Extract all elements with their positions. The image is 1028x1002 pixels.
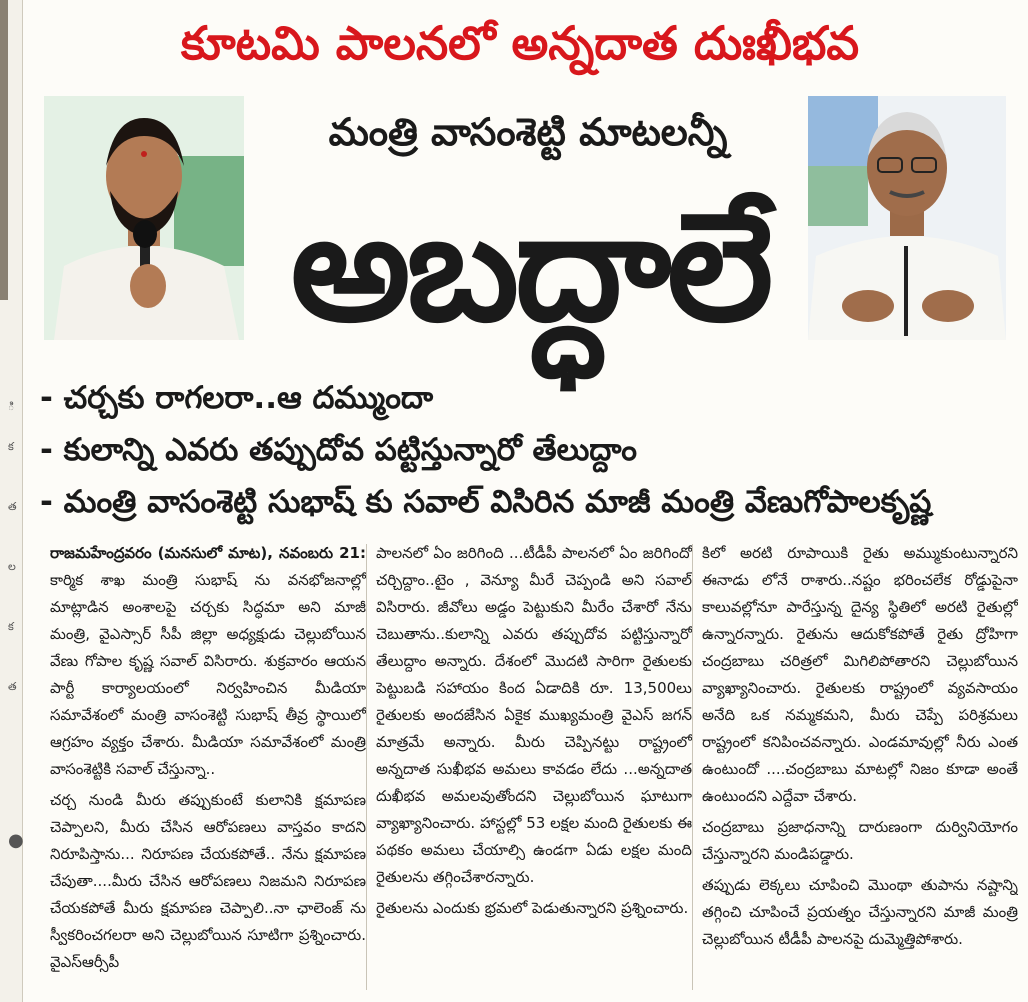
highlight-bullets	[40, 372, 1020, 528]
bullet-point: - కులాన్ని ఎవరు తప్పుదోవ పట్టిస్తున్నారో తేలుద్దాం	[40, 432, 637, 468]
article-paragraph: చర్చ నుండి మీరు తప్పుకుంటే కులానికి క్షమాపణ చెప్పాలని, మీరు చేసిన ఆరోపణలు వాస్తవం కాదని నిరూపిస్తాను... నిరూపణ చేయకపోతే.. నేను క్షమాపణ చేపుతా....మీరు చేసిన ఆరోపణలు నిజమని నిరూపణ చేయకపోతే మీరు క్షమాపణ చెప్పాలి..నా ఛాలెంజ్ ను స్వీకరించగలరా అని చెల్లుబోయిన సూటిగా ప్రశ్నించారు. వైఎస్ఆర్సీపీ	[50, 791, 366, 971]
bullet-point: - మంత్రి వాసంశెట్టి సుభాష్ కు సవాల్ విసిరిన మాజీ మంత్రి వేణుగోపాలకృష్ణ	[40, 484, 932, 520]
article-paragraph: చంద్రబాబు ప్రజాధనాన్ని దారుణంగా దుర్వినియోగం చేస్తున్నారని మండిపడ్డారు.	[702, 818, 1018, 863]
politician-portrait-image	[808, 96, 1006, 340]
article-column-2	[376, 540, 692, 1000]
kicker-headline: కూటమి పాలనలో అన్నదాత దుఃఖీభవ	[180, 16, 860, 70]
adjacent-page-edge: ి క త ల క త ●	[0, 0, 23, 1002]
dateline: రాజమహేంద్రవరం (మనసులో మాట), నవంబరు 21:	[50, 544, 366, 562]
portrait-photo-right	[808, 96, 1006, 340]
article-paragraph: రాజమహేంద్రవరం (మనసులో మాట), నవంబరు 21: కార్మిక శాఖ మంత్రి సుభాష్ ను వనభోజనాల్లో మాట్లాడిన అంశాలపై చర్చకు సిద్ధమా అని మాజీ మంత్రి, వైఎస్సార్ సీపీ జిల్లా అధ్యక్షుడు చెల్లుబోయిన వేణు గోపాల కృష్ణ సవాల్ విసిరారు. శుక్రవారం ఆయన పార్టీ కార్యాలయంలో నిర్వహించిన మీడియా సమావేశంలో మంత్రి వాసంశెట్టి సుభాష్ తీవ్ర స్థాయిలో ఆగ్రహం వ్యక్తం చేశారు. మీడియా సమావేశంలో మంత్రి వాసంశెట్టికి సవాల్ చేస్తున్నా..	[50, 544, 366, 778]
main-headline: అబద్ధాలే	[290, 181, 770, 355]
bullet-point: - చర్చకు రాగలరా..ఆ దమ్ముందా	[40, 380, 434, 416]
article-column-1	[50, 540, 366, 1000]
sub-headline: మంత్రి వాసంశెట్టి మాటలన్నీ	[328, 110, 728, 154]
article-paragraph: తప్పుడు లెక్కలు చూపించి మొంథా తుపాను నష్టాన్ని తగ్గించి చూపించే ప్రయత్నం చేస్తున్నారని మాజీ మంత్రి చెల్లుబోయిన టీడీపీ పాలనపై దుమ్మెత్తిపోశారు.	[702, 876, 1018, 948]
article-column-3	[702, 540, 1018, 1000]
article-paragraph: కిలో అరటి రూపాయికి రైతు అమ్ముకుంటున్నారని ఈనాడు లోనే రాశారు..నష్టం భరించలేక రోడ్డుపైనా కాలువల్లోనూ పారేస్తున్న దైన్య స్థితిలో అరటి రైతుల్లో ఉన్నారన్నారు. రైతును ఆదుకోకపోతే రైతు ద్రోహిగా చంద్రబాబు చరిత్రలో మిగిలిపోతారని చెల్లుబోయిన వ్యాఖ్యానించారు. రైతులకు రాష్ట్రంలో వ్యవసాయం అనేది ఒక నమ్మకమని, మీరు చెప్పే పరిశ్రమలు రాష్ట్రంలో కనిపించవన్నారు. ఎండమావుల్లో నీరు ఎంత ఉంటుందో ....చంద్రబాబు మాటల్లో నిజం కూడా అంతే ఉంటుందని ఎద్దేవా చేశారు.	[702, 544, 1018, 805]
adjacent-photo-strip	[0, 0, 8, 300]
speaker-portrait-image	[44, 96, 244, 340]
article-body	[50, 540, 1018, 1000]
portrait-photo-left	[44, 96, 244, 340]
article-paragraph: పాలనలో ఏం జరిగింది ...టీడీపీ పాలనలో ఏం జరిగిందో చర్చిద్దాం..టైం , వెన్యూ మీరే చెప్పండి అని సవాల్ విసిరారు. జీవోలు అడ్డం పెట్టుకుని మీరేం చేశారో నేను చెబుతాను..కులాన్ని ఎవరు తప్పుదోవ పట్టిస్తున్నారో తేలుద్దాం అన్నారు. దేశంలో మొదటి సారిగా రైతులకు పెట్టుబడి సహాయం కింద ఏడాదికి రూ. 13,500లు రైతులకు అందజేసిన ఏకైక ముఖ్యమంత్రి వైఎస్ జగన్ మాత్రమే అన్నారు. మీరు చెప్పినట్టు రాష్ట్రంలో అన్నదాత సుఖీభవ అమలు కావడం లేదు ...అన్నదాత దుఖీభవ అమలవుతోందని చెల్లుబోయిన ఘాటుగా వ్యాఖ్యానించారు. హాస్టల్లో 53 లక్షల మంది రైతులకు ఈ పథకం అమలు చేయాల్సి ఉండగా ఏడు లక్షల మంది రైతులను తగ్గించేశారన్నారు.	[376, 544, 692, 886]
article-paragraph: రైతులను ఎందుకు భ్రమలో పెడుతున్నారని ప్రశ్నించారు.	[376, 899, 689, 917]
